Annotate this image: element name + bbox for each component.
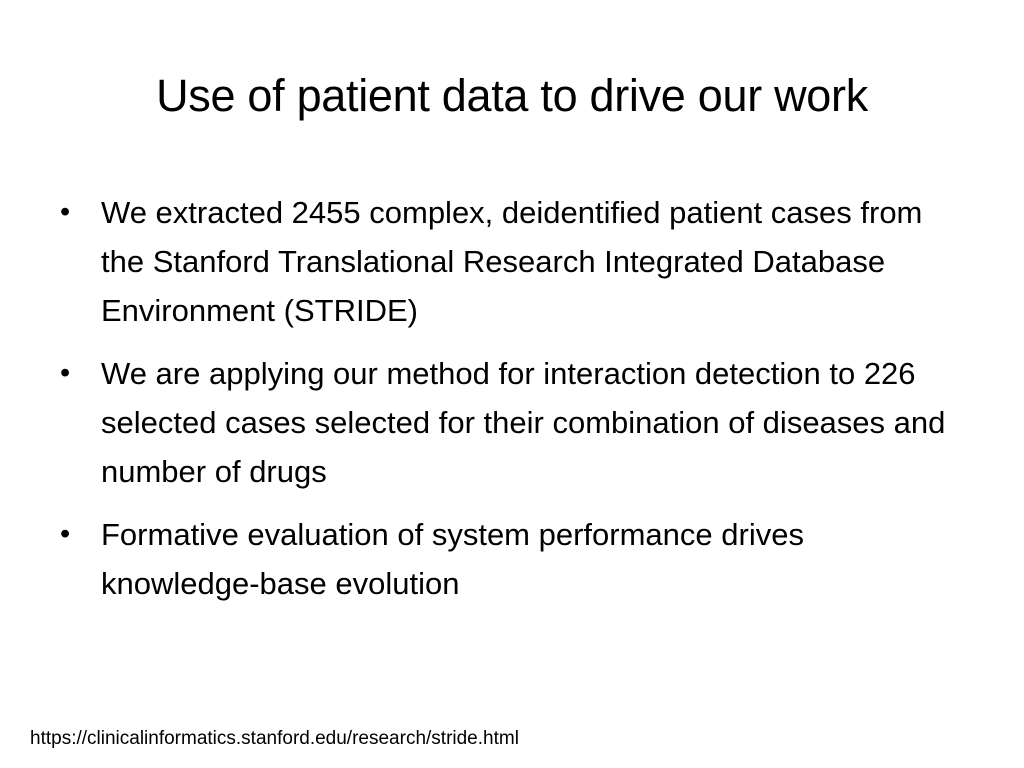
bullet-list	[60, 188, 970, 622]
bullet-icon: •	[60, 357, 71, 389]
slide-title: Use of patient data to drive our work	[156, 70, 868, 121]
bullet-item	[60, 349, 970, 496]
source-url-link[interactable]: https://clinicalinformatics.stanford.edu/research/stride.html	[30, 728, 519, 749]
bullet-text: We extracted 2455 complex, deidentified patient cases from the Stanford Translational Research Integrated Database Environment (STRIDE)	[101, 195, 923, 328]
bullet-icon: •	[60, 196, 71, 228]
bullet-text: We are applying our method for interaction detection to 226 selected cases selected for their combination of diseases and number of drugs	[101, 356, 946, 489]
bullet-icon: •	[60, 518, 71, 550]
bullet-item	[60, 188, 970, 335]
bullet-item	[60, 510, 970, 608]
bullet-text: Formative evaluation of system performance drives knowledge-base evolution	[101, 517, 804, 601]
